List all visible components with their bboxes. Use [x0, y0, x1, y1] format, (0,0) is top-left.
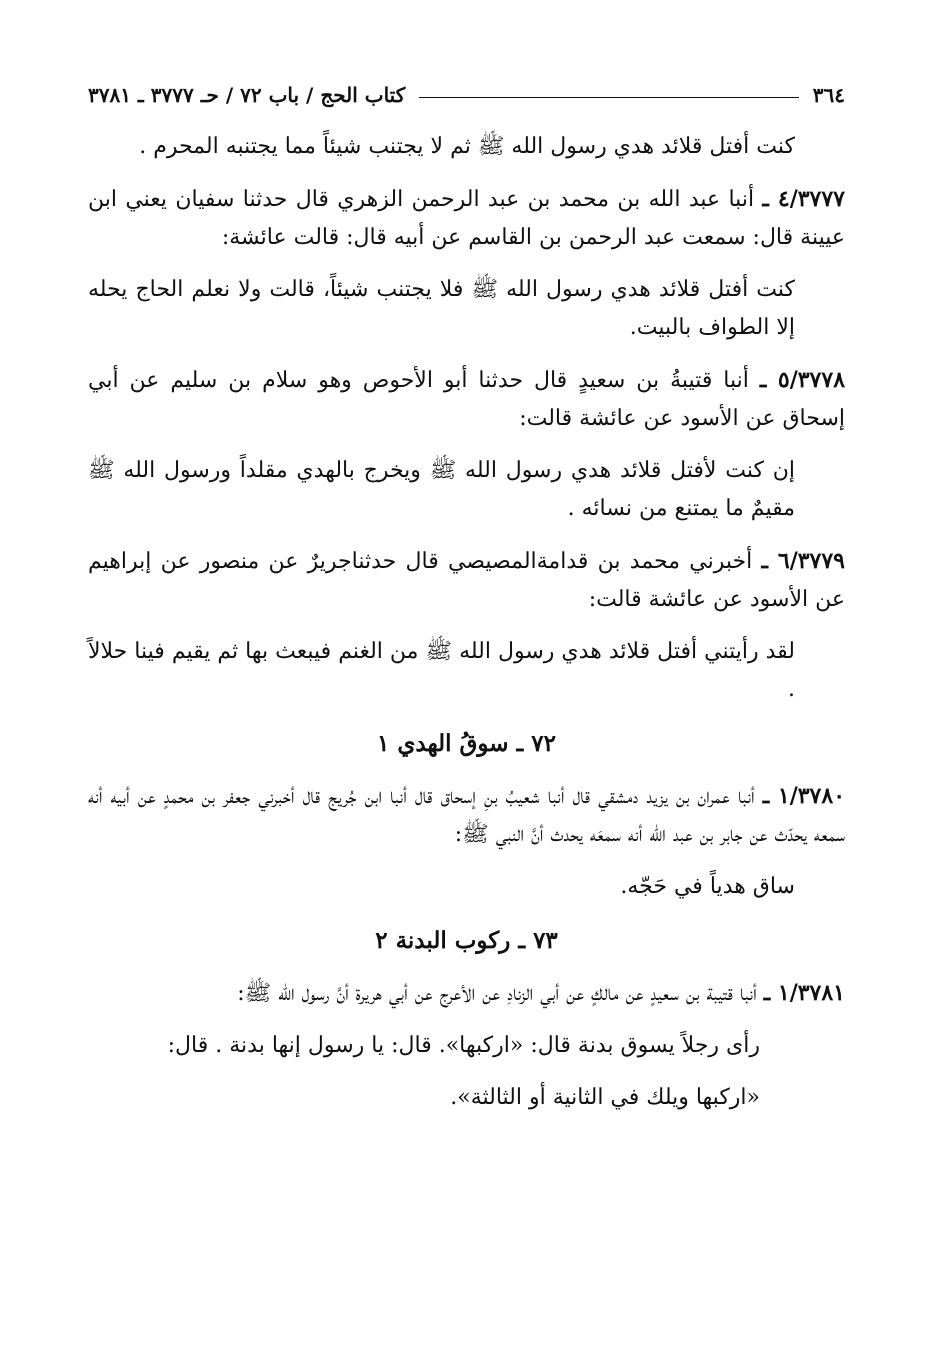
chapter-heading: ٧٢ ـ سوقُ الهدي ١: [377, 730, 556, 757]
running-header: [88, 78, 845, 112]
hadith-text: رأى رجلاً يسوق بدنة قال: «اركبها». قال: يا رسول إنها بدنة . قال:: [167, 1033, 760, 1058]
hadith-text: ساق هدياً في حَجّه.: [620, 874, 795, 899]
hadith-text: كنت أفتل قلائد هدي رسول الله ﷺ ثم لا يجتنب شيئاً مما يجتنبه المحرم .: [139, 134, 795, 159]
running-title: كتاب الحج / باب ٧٢ / حـ ٣٧٧٧ ـ ٣٧٨١: [88, 83, 406, 107]
narration-chain: ٤/٣٧٧٧ ـ أنبا عبد الله بن محمد بن عبد الرحمن الزهري قال حدثنا سفيان يعني ابن عيينة قال: سمعت عبد الرحمن بن القاسم عن أبيه قال: قالت عائشة:: [88, 186, 845, 250]
hadith-number: ١/٣٧٨٠ ـ: [762, 783, 846, 809]
narration-chain: ١/٣٧٨٠ ـ أنبا عمران بن يزيد دمشقي قال أنبا شعيبُ بنِ إسحاق قال أنبا ابن جُريج قال أخبرني جعفر بن محمدٍ عن أبيه أنه سمعه يحدّث عن جابر بن عبد الله أنه سمعَه يحدث أنَّ النبي ﷺ:: [88, 783, 846, 847]
narration-chain: ١/٣٧٨١ ـ أنبا قتيبة بن سعيدٍ عن مالكٍ عن أبي الزنادِ عن الأعرج عن أبي هريرة أنَّ رسول الله ﷺ:: [237, 980, 845, 1006]
narration-chain: ٦/٣٧٧٩ ـ أخبرني محمد بن قدامةالمصيصي قال حدثناجريرٌ عن منصور عن إبراهيم عن الأسود عن عائشة قالت:: [88, 548, 845, 612]
hadith-number: ٥/٣٧٧٨ ـ: [759, 367, 846, 393]
hadith-text: إن كنت لأفتل قلائد هدي رسول الله ﷺ ويخرج بالهدي مقلداً ورسول الله ﷺ مقيمٌ ما يمتنع من نسائه .: [88, 458, 795, 521]
hadith-text: كنت أفتل قلائد هدي رسول الله ﷺ فلا يجتنب شيئاً، قالت ولا نعلم الحاج يحله إلا الطواف بالبيت.: [88, 277, 795, 340]
hadith-text: لقد رأيتني أفتل قلائد هدي رسول الله ﷺ من الغنم فيبعث بها ثم يقيم فينا حلالاً .: [88, 639, 795, 702]
page-body: [88, 128, 845, 1131]
header-rule: [419, 97, 799, 98]
chapter-heading: ٧٣ ـ ركوب البدنة ٢: [375, 927, 558, 954]
hadith-number: ١/٣٧٨١ ـ: [763, 980, 845, 1006]
page-number: ٣٦٤: [812, 83, 845, 107]
hadith-number: ٤/٣٧٧٧ ـ: [762, 186, 845, 212]
hadith-number: ٦/٣٧٧٩ ـ: [761, 548, 845, 574]
narration-chain: ٥/٣٧٧٨ ـ أنبا قتيبةُ بن سعيدٍ قال حدثنا أبو الأحوص وهو سلام بن سليم عن أبي إسحاق عن الأسود عن عائشة قالت:: [88, 367, 846, 431]
hadith-text: «اركبها ويلك في الثانية أو الثالثة».: [450, 1085, 760, 1110]
